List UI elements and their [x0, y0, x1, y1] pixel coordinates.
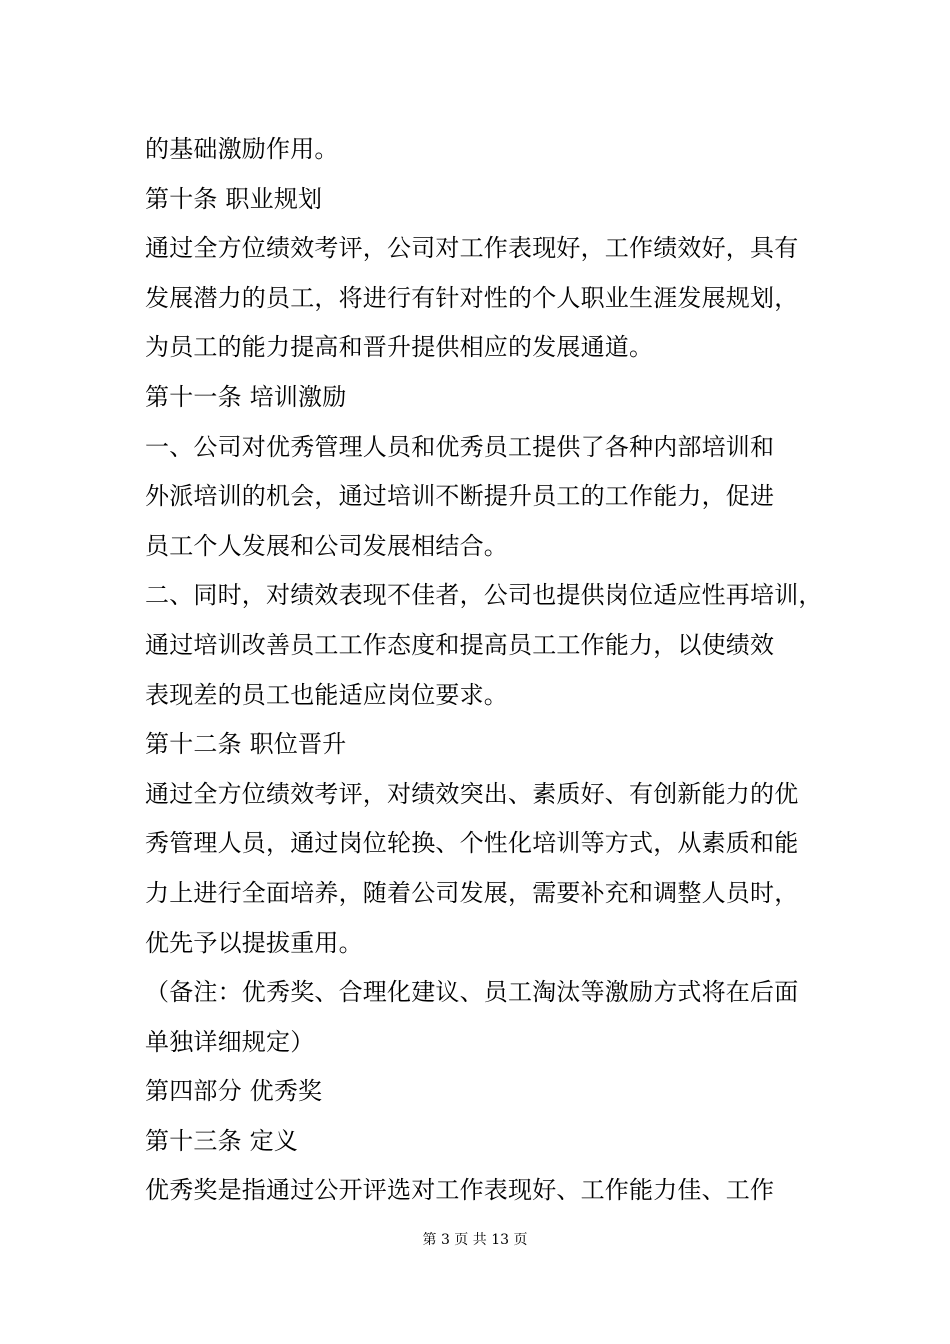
text-line: 二、同时，对绩效表现不佳者，公司也提供岗位适应性再培训， [145, 581, 823, 610]
section-heading: 第十条 职业规划 [145, 184, 323, 213]
text-line: 力上进行全面培养，随着公司发展，需要补充和调整人员时， [145, 878, 799, 907]
text-line: 的基础激励作用。 [145, 135, 339, 163]
text-line: 优先予以提拔重用。 [145, 928, 363, 957]
document-body [145, 125, 823, 1216]
text-line: 为员工的能力提高和晋升提供相应的发展通道。 [145, 333, 654, 362]
text-line: 外派培训的机会，通过培训不断提升员工的工作能力，促进 [145, 482, 775, 511]
section-heading: 第十二条 职位晋升 [145, 730, 347, 759]
section-heading: 第十一条 培训激励 [145, 382, 347, 411]
part-heading: 第四部分 优秀奖 [145, 1077, 323, 1106]
text-line: 通过全方位绩效考评，对绩效突出、素质好、有创新能力的优 [145, 779, 799, 808]
section-heading: 第十三条 定义 [145, 1126, 299, 1155]
note-line: 单独详细规定） [145, 1027, 315, 1056]
text-line: 一、公司对优秀管理人员和优秀员工提供了各种内部培训和 [145, 432, 775, 461]
text-line: 通过全方位绩效考评，公司对工作表现好，工作绩效好，具有 [145, 234, 799, 263]
text-line: 秀管理人员，通过岗位轮换、个性化培训等方式，从素质和能 [145, 829, 799, 858]
text-line: 员工个人发展和公司发展相结合。 [145, 531, 508, 560]
page-number: 第 3 页 共 13 页 [422, 1232, 528, 1248]
text-line: 优秀奖是指通过公开评选对工作表现好、工作能力佳、工作 [145, 1176, 775, 1205]
text-line: 表现差的员工也能适应岗位要求。 [145, 680, 508, 709]
text-line: 发展潜力的员工，将进行有针对性的个人职业生涯发展规划， [145, 283, 799, 312]
note-line: （备注：优秀奖、合理化建议、员工淘汰等激励方式将在后面 [145, 978, 799, 1007]
text-line: 通过培训改善员工工作态度和提高员工工作能力，以使绩效 [145, 630, 775, 659]
